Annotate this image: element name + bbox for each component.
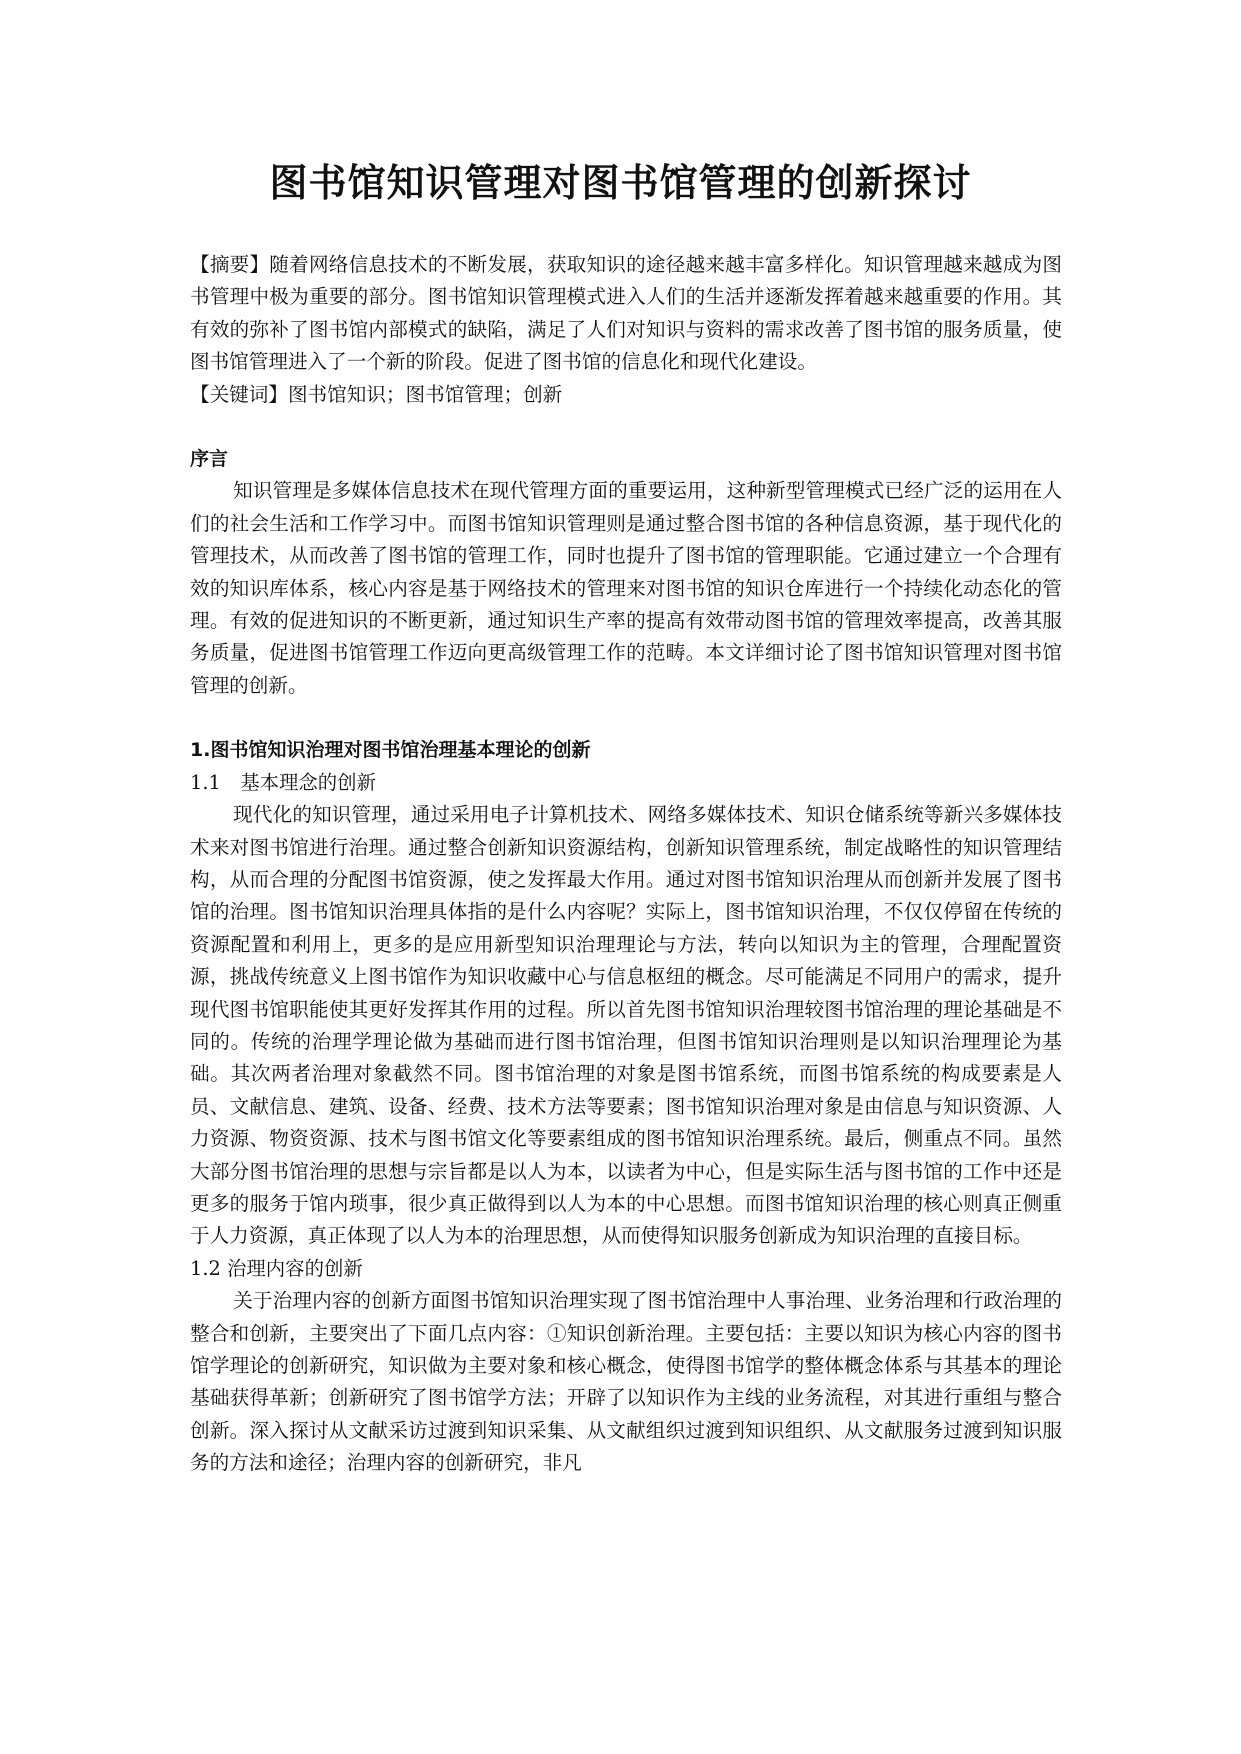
preface-paragraph: 知识管理是多媒体信息技术在现代管理方面的重要运用，这种新型管理模式已经广泛的运用在人们的社会生活和工作学习中。而图书馆知识管理则是通过整合图书馆的各种信息资源，基于现代化的管理技术，从而改善了图书馆的管理工作，同时也提升了图书馆的管理职能。它通过建立一个合理有效的知识库体系，核心内容是基于网络技术的管理来对图书馆的知识仓库进行一个持续化动态化的管理。有效的促进知识的不断更新，通过知识生产率的提高有效带动图书馆的管理效率提高，改善其服务质量，促进图书馆管理工作迈向更高级管理工作的范畴。本文详细讨论了图书馆知识管理对图书馆管理的创新。 <box>190 479 1062 697</box>
section-1-1-heading: 1.1 基本理念的创新 <box>190 770 376 794</box>
document-title: 图书馆知识管理对图书馆管理的创新探讨 <box>269 161 972 205</box>
abstract-paragraph: 【摘要】随着网络信息技术的不断发展，获取知识的途径越来越丰富多样化。知识管理越来越成为图书管理中极为重要的部分。图书馆知识管理模式进入人们的生活并逐渐发挥着越来越重要的作用。其有效的弥补了图书馆内部模式的缺陷，满足了人们对知识与资料的需求改善了图书馆的服务质量，使图书馆管理进入了一个新的阶段。促进了图书馆的信息化和现代化建设。 <box>190 253 1062 374</box>
keywords-line: 【关键词】图书馆知识；图书馆管理；创新 <box>190 382 563 406</box>
section-1-2-paragraph: 关于治理内容的创新方面图书馆知识治理实现了图书馆治理中人事治理、业务治理和行政治理的整合和创新，主要突出了下面几点内容：①知识创新治理。主要包括：主要以知识为核心内容的图书馆学理论的创新研究，知识做为主要对象和核心概念，使得图书馆学的整体概念体系与其基本的理论基础获得革新；创新研究了图书馆学方法；开辟了以知识作为主线的业务流程，对其进行重组与整合创新。深入探讨从文献采访过渡到知识采集、从文献组织过渡到知识组织、从文献服务过渡到知识服务的方法和途径；治理内容的创新研究，非凡 <box>190 1289 1062 1475</box>
section-1-1-paragraph: 现代化的知识管理，通过采用电子计算机技术、网络多媒体技术、知识仓储系统等新兴多媒体技术来对图书馆进行治理。通过整合创新知识资源结构，创新知识管理系统，制定战略性的知识管理结构，从而合理的分配图书馆资源，使之发挥最大作用。通过对图书馆知识治理从而创新并发展了图书馆的治理。图书馆知识治理具体指的是什么内容呢？实际上，图书馆知识治理，不仅仅停留在传统的资源配置和利用上，更多的是应用新型知识治理理论与方法，转向以知识为主的管理，合理配置资源，挑战传统意义上图书馆作为知识收藏中心与信息枢纽的概念。尽可能满足不同用户的需求，提升现代图书馆职能使其更好发挥其作用的过程。所以首先图书馆知识治理较图书馆治理的理论基础是不同的。传统的治理学理论做为基础而进行图书馆治理，但图书馆知识治理则是以知识治理理论为基础。其次两者治理对象截然不同。图书馆治理的对象是图书馆系统，而图书馆系统的构成要素是人员、文献信息、建筑、设备、经费、技术方法等要素；图书馆知识治理对象是由信息与知识资源、人力资源、物资资源、技术与图书馆文化等要素组成的图书馆知识治理系统。最后，侧重点不同。虽然大部分图书馆治理的思想与宗旨都是以人为本，以读者为中心，但是实际生活与图书馆的工作中还是更多的服务于馆内琐事，很少真正做得到以人为本的中心思想。而图书馆知识治理的核心则真正侧重于人力资源，真正体现了以人为本的治理思想，从而使得知识服务创新成为知识治理的直接目标。 <box>190 803 1062 1248</box>
preface-heading: 序言 <box>190 448 229 471</box>
section-1-2-heading: 1.2 治理内容的创新 <box>190 1256 363 1280</box>
section-1-heading: 1.图书馆知识治理对图书馆治理基本理论的创新 <box>190 739 591 762</box>
document-body <box>190 249 1062 1480</box>
